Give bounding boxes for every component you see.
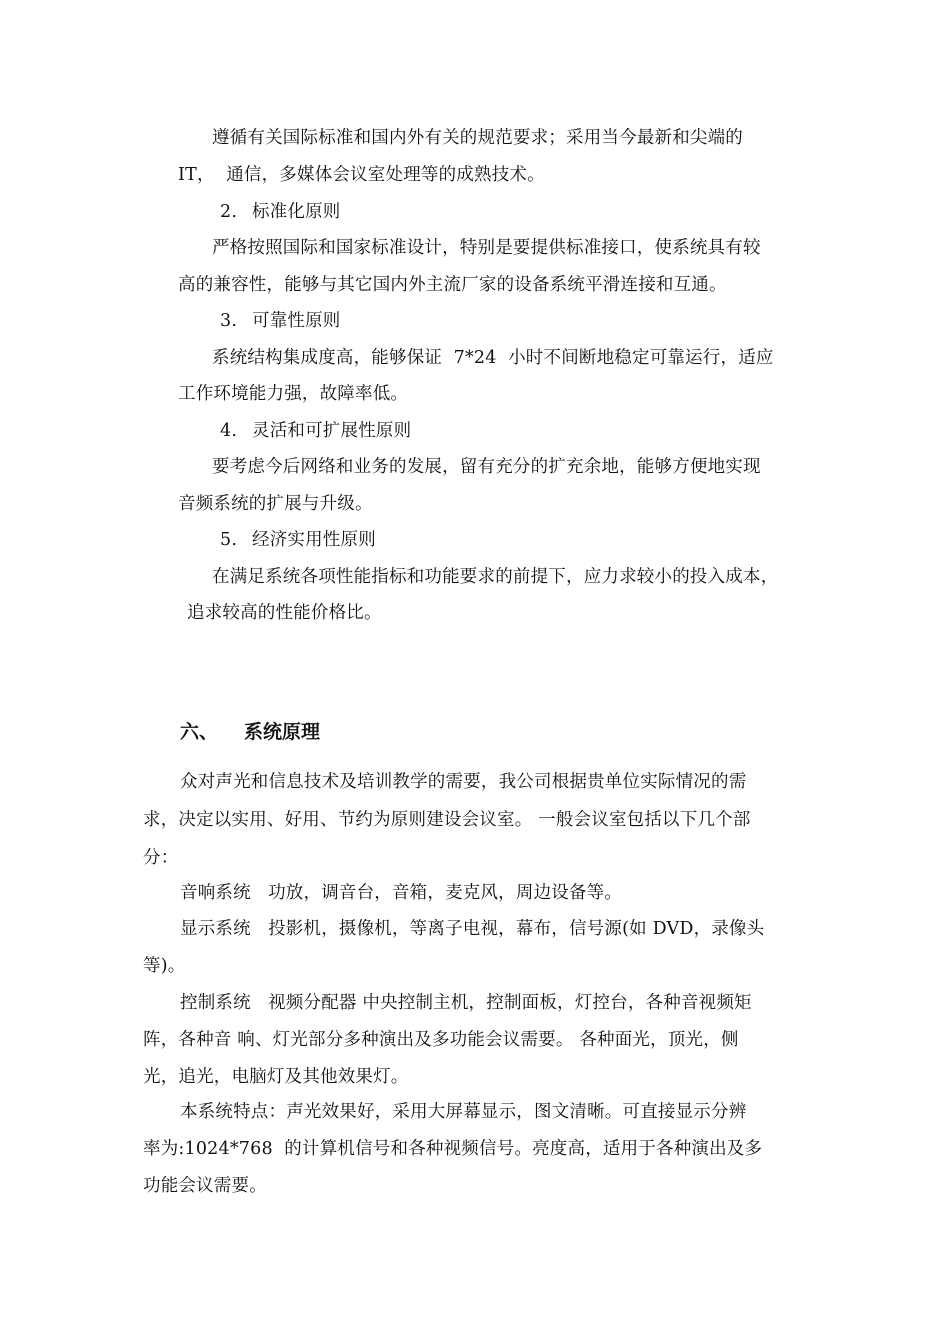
list-item-title: 可靠性原则	[252, 311, 341, 331]
paragraph-line: 显示系统 投影机，摄像机，等离子电视，幕布，信号源(如 DVD，录像头	[180, 919, 765, 939]
paragraph-line: 追求较高的性能价格比。	[187, 603, 382, 623]
paragraph-line: 要考虑今后网络和业务的发展，留有充分的扩充余地，能够方便地实现	[212, 457, 761, 477]
paragraph-line: 求，决定以实用、好用、节约为原则建设会议室。 一般会议室包括以下几个部	[143, 810, 751, 830]
list-number: 2.	[220, 202, 238, 222]
paragraph-line: 在满足系统各项性能指标和功能要求的前提下，应力求较小的投入成本，	[212, 567, 779, 587]
list-number: 5.	[220, 530, 238, 550]
paragraph-line: IT， 通信，多媒体会议室处理等的成熟技术。	[178, 165, 545, 185]
list-item-title: 灵活和可扩展性原则	[252, 421, 412, 441]
list-number: 3.	[220, 311, 238, 331]
paragraph-line: 音频系统的扩展与升级。	[178, 494, 373, 514]
section-number: 六、	[180, 721, 219, 743]
paragraph-line: 本系统特点：声光效果好，采用大屏幕显示，图文清晰。可直接显示分辨	[180, 1102, 747, 1122]
paragraph-line: 光，追光，电脑灯及其他效果灯。	[143, 1067, 409, 1087]
paragraph-line: 阵，各种音 响、灯光部分多种演出及多功能会议需要。 各种面光，顶光，侧	[143, 1030, 739, 1050]
paragraph-line: 率为:1024*768 的计算机信号和各种视频信号。亮度高，适用于各种演出及多	[143, 1139, 763, 1159]
section-title: 系统原理	[244, 721, 321, 743]
paragraph-line: 控制系统 视频分配器 中央控制主机，控制面板，灯控台，各种音视频矩	[180, 993, 752, 1013]
list-number: 4.	[220, 421, 238, 441]
paragraph-line: 系统结构集成度高，能够保证 7*24 小时不间断地稳定可靠运行，适应	[212, 348, 774, 368]
paragraph-line: 工作环境能力强，故障率低。	[178, 384, 409, 404]
list-item-title: 标准化原则	[252, 202, 341, 222]
paragraph-line: 音响系统 功放，调音台，音箱，麦克风，周边设备等。	[180, 883, 623, 903]
paragraph-line: 分：	[143, 848, 179, 868]
paragraph-line: 等)。	[143, 956, 186, 976]
paragraph-line: 遵循有关国际标准和国内外有关的规范要求；采用当今最新和尖端的	[212, 128, 743, 148]
paragraph-line: 功能会议需要。	[143, 1176, 267, 1196]
list-item-title: 经济实用性原则	[252, 530, 376, 550]
paragraph-line: 众对声光和信息技术及培训教学的需要，我公司根据贵单位实际情况的需	[180, 772, 747, 792]
paragraph-line: 高的兼容性，能够与其它国内外主流厂家的设备系统平滑连接和互通。	[178, 275, 727, 295]
paragraph-line: 严格按照国际和国家标准设计，特别是要提供标准接口，使系统具有较	[212, 238, 761, 258]
